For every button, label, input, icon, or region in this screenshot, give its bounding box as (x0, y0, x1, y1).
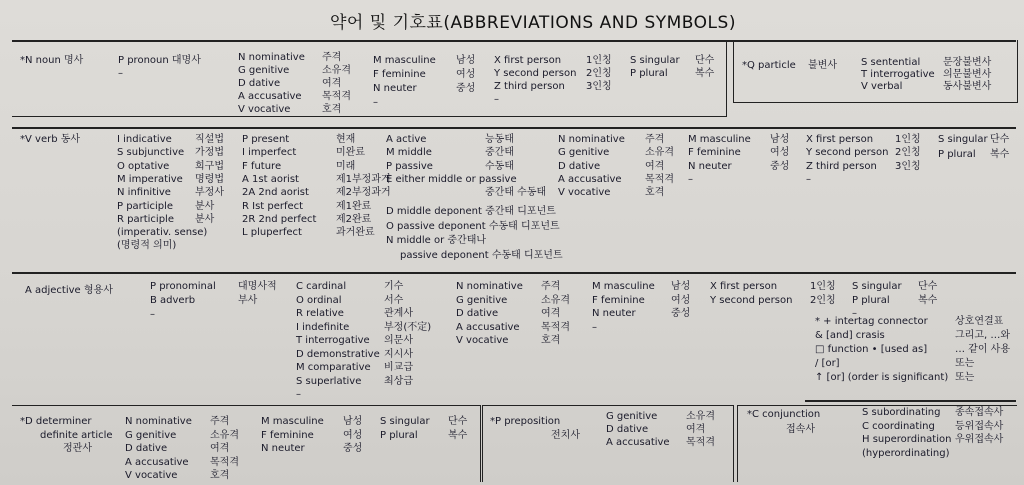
determiner-case-term: A accusative (125, 456, 189, 468)
verb-voice-korean: 중간태 수동태 (485, 187, 547, 199)
adjective-type-term: T interrogative (296, 335, 370, 346)
verb-tense-term: R Ist perfect (242, 200, 304, 212)
verb-deponent: O passive deponent 수동태 디포넌트 (386, 220, 560, 232)
verb-person-term: – (806, 173, 811, 185)
page-title: 약어 및 기호표(ABBREVIATIONS AND SYMBOLS) (330, 13, 736, 33)
verb-mood-term: I indicative (117, 134, 172, 145)
preposition-case-korean: 여격 (686, 424, 706, 435)
adjective-sub-korean: 대명사적 (238, 281, 277, 292)
dash: – (118, 68, 123, 79)
verb-tense-term: F future (242, 160, 282, 172)
conjunction-type-korean: 등위접속사 (955, 420, 1004, 432)
verb-mood-korean: 희구법 (195, 160, 224, 172)
adjective-label: A adjective 형용사 (25, 285, 113, 296)
verb-mood-term: (imperativ. sense) (117, 227, 208, 239)
verb-number-korean: 복수 (990, 149, 1010, 160)
symbol-term: & [and] crasis (815, 330, 885, 341)
verb-gender-term: N neuter (688, 160, 732, 172)
verb-gender-term: F feminine (688, 147, 741, 159)
verb-tense-term: L pluperfect (242, 227, 302, 239)
preposition-case-korean: 소유격 (686, 411, 715, 422)
determiner-case-term: V vocative (125, 470, 178, 481)
adjective-type-korean: 비교급 (384, 362, 413, 373)
preposition-case-term: A accusative (606, 437, 670, 448)
verb-gender-term: – (688, 173, 693, 185)
particle-type-korean: 문장불변사 (943, 57, 992, 68)
verb-deponent: D middle deponent 중간태 디포넌트 (386, 206, 556, 217)
conjunction-type-korean: 종속접속사 (955, 407, 1004, 418)
verb-case-term: D dative (558, 160, 601, 172)
verb-mood-korean: 가정법 (195, 147, 224, 159)
symbol-korean: 또는 (955, 358, 975, 369)
noun-number-korean: 단수 (695, 55, 715, 66)
adjective-number-term: S singular (852, 281, 902, 292)
verb-mood-korean: 명령법 (195, 173, 224, 185)
noun-gender-term: – (373, 97, 378, 108)
noun-person-korean: 2인칭 (586, 68, 612, 79)
verb-tense-korean: 제2부정과거 (336, 187, 391, 199)
conjunction-type-term: (hyperordinating) (862, 447, 950, 459)
noun-person-korean: 1인칭 (586, 55, 612, 66)
particle-label: *Q particle (742, 60, 796, 71)
verb-number-term: S singular (938, 134, 988, 145)
noun-gender-term: N neuter (373, 83, 417, 94)
verb-case-term: N nominative (558, 134, 625, 145)
verb-tense-korean: 제1완료 (336, 200, 372, 212)
adjective-case-korean: 여격 (541, 308, 561, 319)
verb-mood-korean: 부정사 (195, 187, 224, 199)
verb-tense-korean: 현재 (336, 134, 356, 145)
noun-case-term: G genitive (238, 65, 290, 76)
verb-person-term: Y second person (806, 147, 889, 159)
definite-article-korean: 정관사 (63, 443, 92, 454)
adjective-type-term: R relative (296, 308, 344, 319)
determiner-number-term: S singular (380, 416, 430, 427)
determiner-gender-term: N neuter (261, 443, 305, 454)
verb-tense-term: 2A 2nd aorist (242, 187, 309, 199)
verb-mood-term: N infinitive (117, 187, 171, 199)
verb-case-korean: 주격 (645, 134, 665, 145)
determiner-gender-korean: 남성 (343, 416, 363, 427)
verb-deponent: N middle or 중간태나 (386, 235, 487, 246)
determiner-case-term: D dative (125, 443, 168, 454)
noun-gender-korean: 남성 (456, 55, 476, 66)
verb-mood-korean: 분사 (195, 213, 215, 225)
verb-voice-korean: 능동태 (485, 134, 514, 145)
verb-case-term: A accusative (558, 173, 622, 185)
noun-case-korean: 소유격 (322, 65, 351, 76)
verb-mood-term: M imperative (117, 173, 183, 185)
verb-mood-korean: 직설법 (195, 134, 224, 145)
conjunction-type-korean: 우위접속사 (955, 434, 1004, 445)
particle-type-term: S sentential (861, 57, 921, 68)
symbol-term: / [or] (815, 358, 840, 369)
verb-case-korean: 소유격 (645, 147, 674, 159)
verb-mood-term: P participle (117, 200, 174, 212)
noun-case-term: A accusative (238, 91, 302, 102)
adjective-case-korean: 주격 (541, 281, 561, 292)
adjective-gender-term: M masculine (592, 281, 655, 292)
verb-tense-term: P present (242, 134, 290, 145)
verb-tense-korean: 미래 (336, 160, 356, 172)
adjective-case-term: D dative (456, 308, 499, 319)
determiner-number-korean: 복수 (448, 429, 468, 441)
adjective-person-korean: 1인칭 (810, 281, 836, 292)
determiner-number-korean: 단수 (448, 416, 468, 427)
adjective-case-korean: 호격 (541, 335, 561, 346)
symbol-term: ↑ [or] (order is significant) (815, 372, 949, 383)
adjective-gender-term: N neuter (592, 308, 636, 319)
conjunction-korean: 접속사 (786, 424, 815, 435)
symbol-term: □ function • [used as] (815, 344, 928, 355)
symbol-korean: 그리고, …와 (955, 330, 1010, 341)
determiner-gender-term: F feminine (261, 429, 314, 441)
noun-person-term: Y second person (494, 68, 577, 79)
noun-gender-term: M masculine (373, 55, 436, 66)
verb-label: *V verb 동사 (20, 134, 81, 145)
verb-mood-term: S subjunctive (117, 147, 185, 159)
verb-gender-korean: 여성 (770, 147, 790, 159)
preposition-label: *P preposition (490, 416, 561, 427)
conjunction-label: *C conjunction (747, 409, 821, 420)
determiner-case-korean: 소유격 (210, 429, 239, 441)
adjective-person-korean: 2인칭 (810, 294, 836, 306)
verb-person-korean: 3인칭 (895, 160, 921, 172)
adjective-number-term: – (852, 308, 857, 319)
noun-case-korean: 목적격 (322, 91, 351, 102)
adjective-case-korean: 소유격 (541, 294, 570, 306)
verb-voice-term: A active (386, 134, 427, 145)
verb-tense-korean: 미완료 (336, 147, 365, 159)
verb-deponent: passive deponent 수동태 디포넌트 (400, 249, 563, 261)
adjective-type-korean: 지시사 (384, 348, 413, 360)
symbol-term: * + intertag connector (815, 316, 928, 327)
noun-number-term: P plural (630, 68, 668, 79)
noun-case-term: N nominative (238, 52, 305, 63)
adjective-case-term: V vocative (456, 335, 509, 346)
noun-person-term: – (494, 94, 499, 105)
adjective-type-korean: 서수 (384, 294, 404, 306)
noun-number-korean: 복수 (695, 68, 715, 79)
conjunction-type-term: C coordinating (862, 420, 935, 432)
adjective-case-korean: 목적격 (541, 321, 570, 333)
determiner-number-term: P plural (380, 429, 418, 441)
particle-type-term: T interrogative (861, 69, 935, 80)
definite-article-label: definite article (40, 430, 113, 441)
particle-type-korean: 동사불변사 (943, 81, 992, 92)
adjective-sub-term: – (150, 309, 155, 320)
verb-person-term: Z third person (806, 160, 877, 172)
verb-person-korean: 1인칭 (895, 134, 921, 145)
adjective-gender-korean: 남성 (671, 281, 691, 292)
determiner-case-korean: 주격 (210, 416, 230, 427)
adjective-person-term: X first person (710, 281, 778, 292)
preposition-case-korean: 목적격 (686, 437, 715, 448)
adjective-type-korean: 최상급 (384, 375, 413, 387)
verb-case-korean: 호격 (645, 187, 665, 199)
determiner-gender-term: M masculine (261, 416, 324, 427)
adjective-number-korean: 복수 (918, 294, 938, 306)
determiner-case-korean: 목적격 (210, 456, 239, 468)
pronoun-label: P pronoun 대명사 (118, 55, 201, 66)
preposition-case-term: G genitive (606, 411, 658, 422)
determiner-case-term: N nominative (125, 416, 192, 427)
determiner-gender-korean: 중성 (343, 443, 363, 454)
adjective-gender-term: F feminine (592, 294, 645, 306)
conjunction-type-term: H superordination (862, 434, 952, 445)
symbol-korean: 또는 (955, 372, 975, 383)
noun-gender-korean: 중성 (456, 83, 476, 94)
verb-gender-term: M masculine (688, 134, 751, 145)
adjective-sub-term: P pronominal (150, 281, 216, 292)
adjective-type-korean: 부정(不定) (384, 321, 432, 333)
adjective-type-term: D demonstrative (296, 348, 380, 360)
verb-case-term: G genitive (558, 147, 610, 159)
verb-voice-korean: 중간태 (485, 147, 514, 159)
noun-person-term: X first person (494, 55, 562, 66)
verb-person-korean: 2인칭 (895, 147, 921, 159)
noun-person-term: Z third person (494, 81, 565, 92)
determiner-case-korean: 여격 (210, 443, 230, 454)
verb-case-korean: 여격 (645, 160, 665, 172)
adjective-sub-term: B adverb (150, 295, 196, 306)
noun-case-korean: 여격 (322, 78, 342, 89)
noun-number-term: S singular (630, 55, 680, 66)
preposition-korean: 전치사 (551, 430, 580, 441)
verb-gender-korean: 중성 (770, 160, 790, 172)
adjective-gender-korean: 중성 (671, 308, 691, 319)
noun-gender-korean: 여성 (456, 69, 476, 80)
verb-tense-korean: 제1부정과거 (336, 173, 391, 185)
adjective-type-term: C cardinal (296, 281, 347, 292)
particle-type-korean: 의문불변사 (943, 69, 992, 80)
verb-tense-term: A 1st aorist (242, 173, 299, 185)
adjective-type-term: M comparative (296, 362, 371, 373)
adjective-gender-term: – (592, 321, 597, 333)
verb-case-korean: 목적격 (645, 173, 674, 185)
verb-number-term: P plural (938, 149, 976, 160)
symbol-korean: 상호연결표 (955, 316, 1004, 327)
noun-case-korean: 호격 (322, 104, 342, 115)
verb-tense-term: 2R 2nd perfect (242, 213, 317, 225)
conjunction-type-term: S subordinating (862, 407, 941, 418)
adjective-case-term: A accusative (456, 321, 520, 333)
adjective-type-term: O ordinal (296, 294, 342, 306)
preposition-case-term: D dative (606, 424, 649, 435)
noun-case-term: V vocative (238, 104, 291, 115)
verb-voice-term: M middle (386, 147, 432, 159)
noun-person-korean: 3인칭 (586, 81, 612, 92)
adjective-case-term: N nominative (456, 281, 523, 292)
verb-gender-korean: 남성 (770, 134, 790, 145)
verb-number-korean: 단수 (990, 134, 1010, 145)
verb-case-term: V vocative (558, 187, 611, 199)
verb-voice-korean: 수동태 (485, 160, 514, 172)
verb-mood-term: (명령적 의미) (117, 240, 177, 252)
adjective-sub-korean: 부사 (238, 295, 258, 306)
determiner-gender-korean: 여성 (343, 429, 363, 441)
adjective-type-term: – (296, 389, 301, 400)
adjective-number-korean: 단수 (918, 281, 938, 292)
adjective-type-term: S superlative (296, 375, 362, 387)
determiner-case-term: G genitive (125, 429, 177, 441)
determiner-case-korean: 호격 (210, 470, 230, 481)
adjective-gender-korean: 여성 (671, 294, 691, 306)
particle-type-term: V verbal (861, 81, 903, 92)
adjective-type-korean: 기수 (384, 281, 404, 292)
adjective-type-korean: 의문사 (384, 335, 413, 346)
noun-case-korean: 주격 (322, 52, 342, 63)
particle-korean: 불변사 (808, 60, 837, 71)
determiner-label: *D determiner (20, 416, 92, 427)
adjective-number-term: P plural (852, 294, 890, 306)
verb-voice-term: E either middle or passive (386, 173, 517, 185)
verb-voice-term: P passive (386, 160, 433, 172)
verb-tense-korean: 제2완료 (336, 213, 372, 225)
symbol-korean: … 같이 사용 (955, 344, 1010, 355)
noun-label: *N noun 명사 (20, 55, 84, 66)
adjective-type-term: I indefinite (296, 321, 350, 333)
verb-tense-term: I imperfect (242, 147, 297, 159)
verb-mood-term: O optative (117, 160, 170, 172)
adjective-person-term: Y second person (710, 294, 793, 306)
verb-tense-korean: 과거완료 (336, 227, 375, 239)
noun-case-term: D dative (238, 78, 281, 89)
verb-mood-korean: 분사 (195, 200, 215, 212)
adjective-case-term: G genitive (456, 294, 508, 306)
adjective-type-korean: 관계사 (384, 308, 413, 319)
noun-gender-term: F feminine (373, 69, 426, 80)
verb-person-term: X first person (806, 134, 874, 145)
verb-mood-term: R participle (117, 213, 174, 225)
